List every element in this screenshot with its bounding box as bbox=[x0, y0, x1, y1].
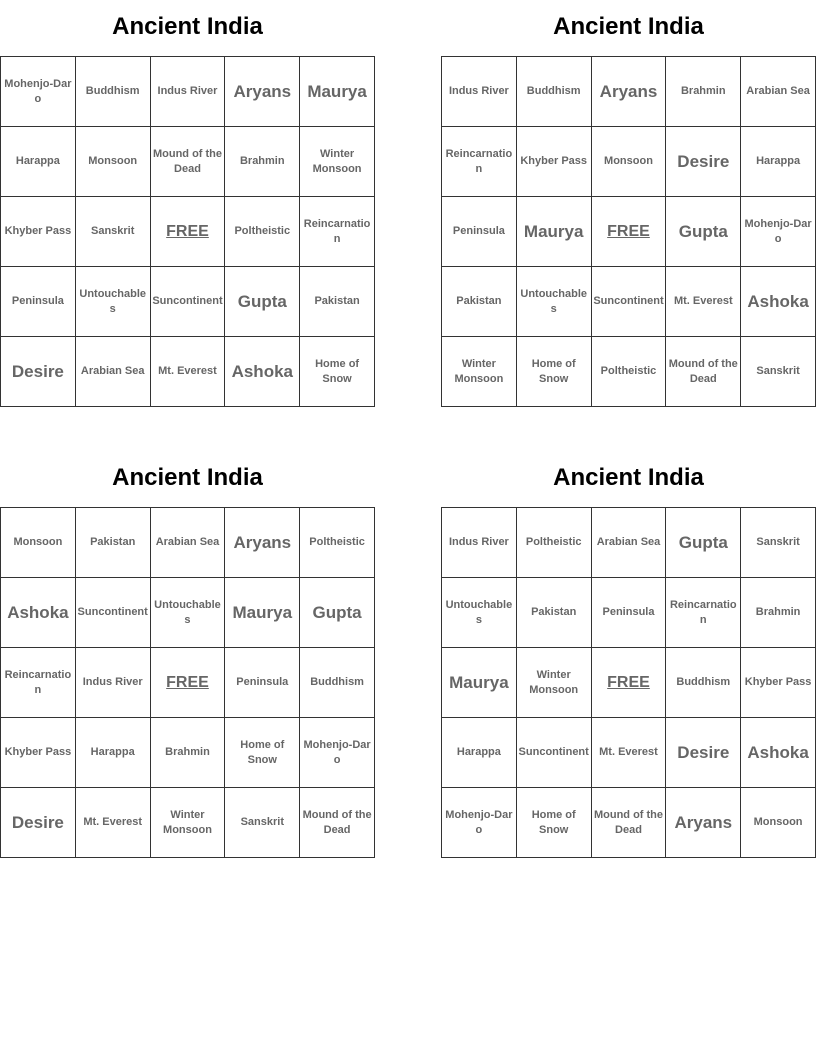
grid-cell bbox=[76, 267, 151, 337]
grid-cell bbox=[300, 337, 375, 407]
cell-text: Mt. Everest bbox=[599, 746, 658, 758]
grid-row bbox=[442, 718, 816, 788]
cell-text: Buddhism bbox=[526, 85, 581, 97]
grid-cell bbox=[151, 788, 226, 858]
grid-row bbox=[1, 127, 375, 197]
cell-text: Maurya bbox=[523, 221, 584, 241]
grid-cell bbox=[151, 337, 226, 407]
grid-cell bbox=[442, 267, 517, 337]
cell-text: Mound of the Dead bbox=[302, 808, 372, 836]
cell-text: Peninsula bbox=[236, 676, 289, 688]
bingo-grid bbox=[441, 56, 816, 407]
grid-cell bbox=[517, 267, 592, 337]
grid-cell bbox=[592, 267, 667, 337]
cell-text: Desire bbox=[11, 361, 64, 381]
cell-text: Mohenjo-Daro bbox=[445, 808, 513, 836]
grid-cell bbox=[300, 578, 375, 648]
cell-text: Home of Snow bbox=[531, 357, 576, 385]
card-title: Ancient India bbox=[553, 464, 704, 491]
grid-cell bbox=[151, 718, 226, 788]
cell-text: Home of Snow bbox=[315, 357, 360, 385]
cell-text: Buddhism bbox=[310, 676, 364, 688]
grid-cell bbox=[741, 57, 816, 127]
cell-text: Mound of the Dead bbox=[593, 808, 664, 836]
grid-cell bbox=[442, 648, 517, 718]
grid-cell bbox=[225, 337, 300, 407]
grid-cell bbox=[741, 337, 816, 407]
grid-cell bbox=[1, 788, 76, 858]
grid-cell bbox=[442, 788, 517, 858]
grid-cell bbox=[592, 508, 667, 578]
cell-text: Aryans bbox=[233, 532, 292, 552]
grid-cell bbox=[76, 718, 151, 788]
cell-text: Maurya bbox=[232, 602, 293, 622]
free-space bbox=[592, 197, 667, 267]
cell-text: Ashoka bbox=[747, 742, 809, 762]
cell-text: Brahmin bbox=[239, 155, 285, 167]
grid-cell bbox=[300, 197, 375, 267]
cell-text: Arabian Sea bbox=[596, 536, 661, 548]
cell-text: Mound of the Dead bbox=[668, 357, 738, 385]
grid-cell bbox=[300, 127, 375, 197]
cell-text: Suncontinent bbox=[152, 295, 223, 307]
cell-text: Peninsula bbox=[602, 606, 655, 618]
grid-row bbox=[1, 337, 375, 407]
grid-cell bbox=[151, 267, 226, 337]
grid-row bbox=[1, 267, 375, 337]
grid-row bbox=[442, 197, 816, 267]
grid-row bbox=[442, 267, 816, 337]
grid-cell bbox=[592, 788, 667, 858]
grid-row bbox=[442, 648, 816, 718]
cell-text: Khyber Pass bbox=[744, 676, 812, 688]
grid-cell bbox=[666, 508, 741, 578]
grid-cell bbox=[151, 508, 226, 578]
grid-row bbox=[1, 508, 375, 578]
grid-cell bbox=[442, 127, 517, 197]
cell-text: Pakistan bbox=[531, 606, 577, 618]
grid-cell bbox=[300, 648, 375, 718]
grid-cell bbox=[76, 508, 151, 578]
grid-row bbox=[442, 788, 816, 858]
grid-cell bbox=[666, 127, 741, 197]
cell-text: Mt. Everest bbox=[673, 295, 733, 307]
cell-text: Desire bbox=[11, 812, 64, 832]
grid-cell bbox=[517, 197, 592, 267]
grid-cell bbox=[517, 788, 592, 858]
cell-text: Untouchables bbox=[154, 598, 221, 626]
grid-cell bbox=[1, 267, 76, 337]
grid-cell bbox=[741, 648, 816, 718]
cell-text: Sanskrit bbox=[756, 365, 800, 377]
grid-cell bbox=[225, 508, 300, 578]
cell-text: Ashoka bbox=[7, 602, 69, 622]
grid-cell bbox=[1, 127, 76, 197]
grid-cell bbox=[1, 648, 76, 718]
grid-cell bbox=[442, 578, 517, 648]
cell-text: Peninsula bbox=[11, 295, 64, 307]
cell-text: Untouchables bbox=[79, 287, 146, 315]
cell-text: Brahmin bbox=[165, 746, 210, 758]
cell-text: Reincarnation bbox=[303, 217, 371, 245]
cell-text: Monsoon bbox=[13, 536, 63, 548]
cell-text: Winter Monsoon bbox=[163, 808, 212, 836]
grid-cell bbox=[442, 57, 517, 127]
cell-text: Mt. Everest bbox=[83, 816, 143, 828]
cell-text: Harappa bbox=[15, 155, 60, 167]
cell-text: Poltheistic bbox=[600, 365, 657, 377]
cell-text: Harappa bbox=[756, 155, 801, 167]
cell-text: Gupta bbox=[678, 532, 728, 552]
grid-cell bbox=[666, 788, 741, 858]
cell-text: Mound of the Dead bbox=[152, 147, 223, 175]
cell-text: FREE bbox=[607, 222, 650, 240]
cell-text: Gupta bbox=[312, 602, 362, 622]
cell-text: Reincarnation bbox=[669, 598, 737, 626]
grid-cell bbox=[1, 197, 76, 267]
cell-text: Buddhism bbox=[85, 85, 140, 97]
grid-cell bbox=[1, 337, 76, 407]
cell-text: Harappa bbox=[456, 746, 501, 758]
grid-cell bbox=[666, 718, 741, 788]
free-space bbox=[592, 648, 667, 718]
grid-cell bbox=[225, 718, 300, 788]
card-title: Ancient India bbox=[112, 464, 263, 491]
grid-cell bbox=[666, 197, 741, 267]
grid-cell bbox=[592, 578, 667, 648]
cell-text: Khyber Pass bbox=[4, 225, 72, 237]
cell-text: Aryans bbox=[599, 81, 658, 101]
cell-text: Pakistan bbox=[456, 295, 502, 307]
cell-text: FREE bbox=[607, 673, 650, 691]
cell-text: Pakistan bbox=[90, 536, 136, 548]
cell-text: Ashoka bbox=[747, 291, 809, 311]
grid-cell bbox=[151, 57, 226, 127]
cell-text: Khyber Pass bbox=[520, 155, 588, 167]
cell-text: Indus River bbox=[82, 676, 143, 688]
grid-cell bbox=[300, 57, 375, 127]
cell-text: Maurya bbox=[449, 672, 509, 692]
grid-cell bbox=[442, 718, 517, 788]
cell-text: Reincarnation bbox=[445, 147, 513, 175]
grid-cell bbox=[300, 718, 375, 788]
cell-text: Indus River bbox=[448, 85, 509, 97]
cell-text: Sanskrit bbox=[90, 225, 135, 237]
grid-cell bbox=[225, 788, 300, 858]
grid-cell bbox=[592, 57, 667, 127]
grid-cell bbox=[741, 197, 816, 267]
cell-text: Harappa bbox=[90, 746, 135, 758]
grid-cell bbox=[442, 508, 517, 578]
cell-text: Gupta bbox=[678, 221, 728, 241]
grid-cell bbox=[76, 648, 151, 718]
grid-cell bbox=[592, 337, 667, 407]
cell-text: Monsoon bbox=[753, 816, 803, 828]
cell-text: Aryans bbox=[233, 81, 292, 101]
grid-row bbox=[442, 508, 816, 578]
cell-text: Home of Snow bbox=[531, 808, 576, 836]
grid-cell bbox=[151, 127, 226, 197]
grid-cell bbox=[300, 267, 375, 337]
grid-cell bbox=[1, 508, 76, 578]
grid-cell bbox=[741, 127, 816, 197]
grid-cell bbox=[517, 508, 592, 578]
grid-cell bbox=[76, 578, 151, 648]
cell-text: Desire bbox=[677, 151, 730, 171]
cell-text: Monsoon bbox=[88, 155, 138, 167]
grid-cell bbox=[225, 648, 300, 718]
cell-text: Brahmin bbox=[755, 606, 801, 618]
cell-text: Untouchables bbox=[445, 598, 513, 626]
grid-cell bbox=[225, 267, 300, 337]
grid-cell bbox=[517, 578, 592, 648]
grid-cell bbox=[666, 578, 741, 648]
cell-text: Buddhism bbox=[676, 676, 731, 688]
cell-text: Reincarnation bbox=[4, 668, 72, 696]
grid-row bbox=[442, 127, 816, 197]
cell-text: Arabian Sea bbox=[155, 536, 220, 548]
grid-cell bbox=[517, 648, 592, 718]
card-title: Ancient India bbox=[112, 13, 263, 40]
cell-text: Sanskrit bbox=[756, 536, 800, 548]
grid-row bbox=[1, 718, 375, 788]
grid-cell bbox=[517, 337, 592, 407]
cell-text: Monsoon bbox=[604, 155, 653, 167]
cell-text: Indus River bbox=[448, 536, 509, 548]
cell-text: Poltheistic bbox=[234, 225, 291, 237]
grid-row bbox=[442, 337, 816, 407]
grid-cell bbox=[1, 718, 76, 788]
grid-cell bbox=[666, 57, 741, 127]
grid-row bbox=[442, 57, 816, 127]
grid-cell bbox=[225, 127, 300, 197]
cell-text: Winter Monsoon bbox=[529, 668, 579, 696]
cell-text: Desire bbox=[677, 742, 730, 762]
cell-text: Arabian Sea bbox=[80, 365, 145, 377]
grid-cell bbox=[300, 788, 375, 858]
cell-text: Mohenjo-Daro bbox=[4, 77, 72, 105]
cell-text: FREE bbox=[166, 222, 209, 240]
grid-cell bbox=[225, 197, 300, 267]
cell-text: Suncontinent bbox=[518, 746, 589, 758]
cell-text: Home of Snow bbox=[240, 738, 285, 766]
cell-text: Aryans bbox=[674, 812, 733, 832]
grid-cell bbox=[76, 337, 151, 407]
cell-text: Maurya bbox=[307, 81, 367, 101]
cell-text: Indus River bbox=[157, 85, 218, 97]
grid-cell bbox=[517, 718, 592, 788]
cell-text: Mohenjo-Daro bbox=[744, 217, 812, 245]
grid-row bbox=[1, 57, 375, 127]
grid-cell bbox=[76, 57, 151, 127]
grid-cell bbox=[666, 337, 741, 407]
cell-text: Brahmin bbox=[680, 85, 726, 97]
cell-text: Untouchables bbox=[520, 287, 587, 315]
grid-cell bbox=[300, 508, 375, 578]
grid-cell bbox=[592, 127, 667, 197]
cell-text: Winter Monsoon bbox=[312, 147, 362, 175]
bingo-grid bbox=[0, 56, 375, 407]
cell-text: Suncontinent bbox=[77, 606, 148, 618]
bingo-grid bbox=[0, 507, 375, 858]
grid-cell bbox=[741, 267, 816, 337]
grid-row bbox=[1, 197, 375, 267]
grid-cell bbox=[442, 197, 517, 267]
cell-text: Winter Monsoon bbox=[454, 357, 504, 385]
grid-cell bbox=[1, 57, 76, 127]
grid-cell bbox=[517, 57, 592, 127]
cell-text: Arabian Sea bbox=[746, 85, 810, 97]
grid-cell bbox=[741, 788, 816, 858]
grid-row bbox=[1, 578, 375, 648]
cell-text: Mt. Everest bbox=[158, 365, 217, 377]
cell-text: FREE bbox=[166, 673, 209, 691]
cell-text: Poltheistic bbox=[525, 536, 582, 548]
grid-cell bbox=[741, 508, 816, 578]
cell-text: Peninsula bbox=[452, 225, 505, 237]
card-title: Ancient India bbox=[553, 13, 704, 40]
grid-cell bbox=[225, 578, 300, 648]
cell-text: Suncontinent bbox=[593, 295, 664, 307]
grid-cell bbox=[225, 57, 300, 127]
grid-cell bbox=[151, 578, 226, 648]
cell-text: Mohenjo-Daro bbox=[303, 738, 371, 766]
grid-row bbox=[1, 648, 375, 718]
bingo-grid bbox=[441, 507, 816, 858]
grid-cell bbox=[76, 127, 151, 197]
cell-text: Poltheistic bbox=[309, 536, 365, 548]
grid-row bbox=[442, 578, 816, 648]
grid-cell bbox=[76, 788, 151, 858]
grid-cell bbox=[666, 267, 741, 337]
cell-text: Ashoka bbox=[231, 361, 293, 381]
cell-text: Sanskrit bbox=[240, 816, 284, 828]
cell-text: Gupta bbox=[237, 291, 287, 311]
grid-cell bbox=[592, 718, 667, 788]
free-space bbox=[151, 648, 226, 718]
grid-cell bbox=[741, 578, 816, 648]
grid-cell bbox=[741, 718, 816, 788]
grid-cell bbox=[1, 578, 76, 648]
free-space bbox=[151, 197, 226, 267]
grid-cell bbox=[76, 197, 151, 267]
grid-row bbox=[1, 788, 375, 858]
grid-cell bbox=[666, 648, 741, 718]
cell-text: Pakistan bbox=[314, 295, 360, 307]
grid-cell bbox=[442, 337, 517, 407]
grid-cell bbox=[517, 127, 592, 197]
cell-text: Khyber Pass bbox=[4, 746, 72, 758]
